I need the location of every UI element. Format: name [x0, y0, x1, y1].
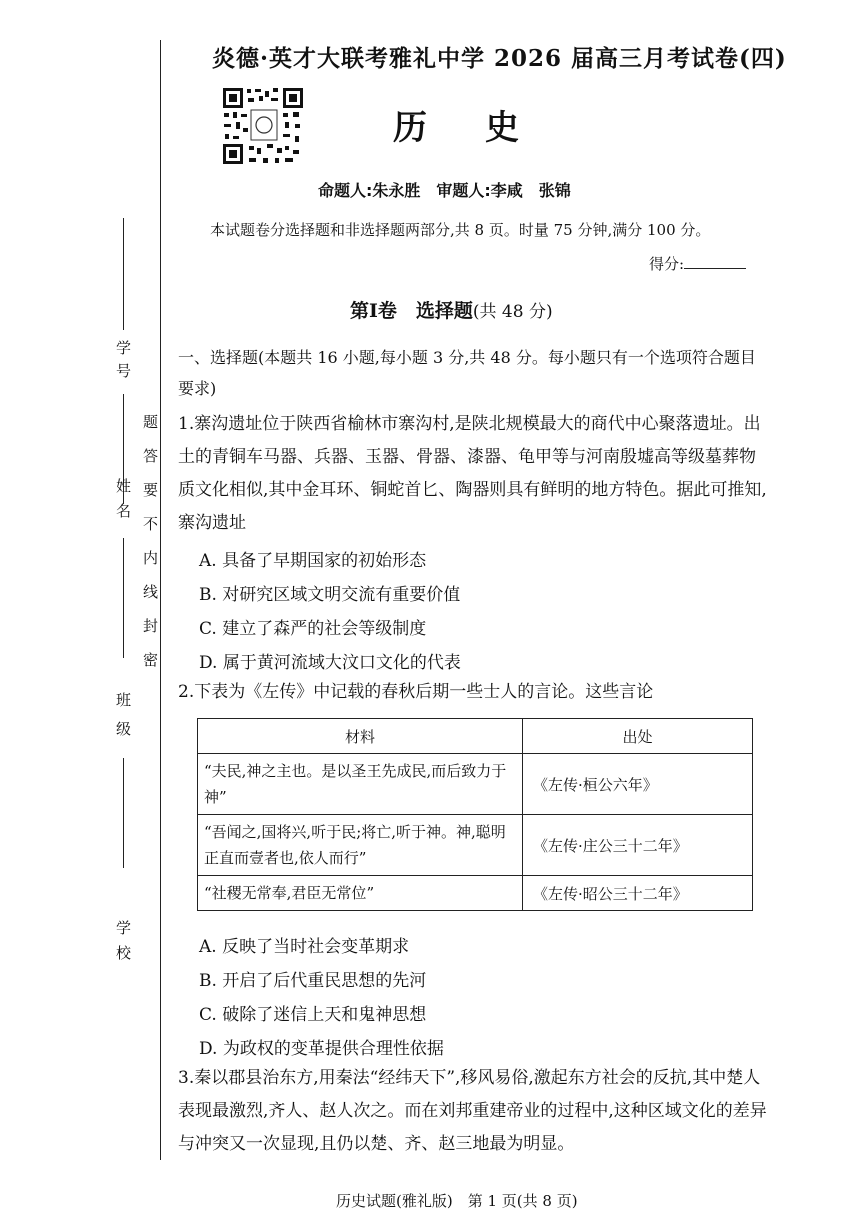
- seal-char: 封: [143, 617, 159, 635]
- section-heading: [350, 296, 553, 323]
- name-field: [113, 478, 133, 658]
- seal-warning: [143, 405, 158, 677]
- question-1-option-c[interactable]: C. 建立了森严的社会等级制度: [199, 619, 427, 639]
- student-id-label-text: 学号: [114, 340, 132, 386]
- seal-char: 线: [143, 583, 159, 601]
- name-line: [123, 538, 124, 658]
- seal-char: 密: [143, 651, 159, 669]
- table-header-row: [198, 719, 753, 754]
- score-blank[interactable]: [684, 254, 746, 269]
- instructions: 一、选择题(本题共 16 小题,每小题 3 分,共 48 分。每小题只有一个选项符合题目要求): [178, 348, 756, 398]
- school-label: [113, 880, 133, 970]
- table-cell-material: “吾闻之,国将兴,听于民;将亡,听于神。神,聪明正直而壹者也,依人而行”: [198, 815, 523, 876]
- table-cell-source: 《左传·桓公六年》: [523, 754, 753, 815]
- question-2-stem: 2.下表为《左传》中记载的春秋后期一些士人的言论。这些言论: [178, 682, 654, 702]
- table-cell-material: “社稷无常奉,君臣无常位”: [198, 876, 523, 911]
- section-points: (共 48 分): [472, 302, 553, 322]
- name-label: [113, 478, 133, 528]
- table-header-material: 材料: [198, 719, 523, 754]
- seal-char: 答: [143, 447, 159, 465]
- student-id-line: [123, 218, 124, 330]
- class-line: [123, 758, 124, 868]
- exam-intro: 本试题卷分选择题和非选择题两部分,共 8 页。时量 75 分钟,满分 100 分。: [210, 221, 711, 239]
- binding-line: [160, 40, 161, 1160]
- seal-char: 内: [143, 549, 159, 567]
- table-row: [198, 815, 753, 876]
- question-2-option-c[interactable]: C. 破除了迷信上天和鬼神思想: [199, 1005, 427, 1025]
- question-1-option-a[interactable]: A. 具备了早期国家的初始形态: [199, 551, 427, 571]
- question-2-option-d[interactable]: D. 为政权的变革提供合理性依据: [199, 1039, 444, 1059]
- authors-line: 命题人:朱永胜 审题人:李咸 张锦: [318, 181, 571, 200]
- section-title: 第Ⅰ卷 选择题: [350, 300, 473, 322]
- subject-char: 史: [485, 108, 519, 148]
- score-field: [649, 253, 746, 274]
- class-label: [113, 692, 133, 750]
- qr-code-graphic: [221, 86, 305, 166]
- table-row: [198, 876, 753, 911]
- question-2-option-a[interactable]: A. 反映了当时社会变革期求: [199, 937, 410, 957]
- question-3-stem: 3.秦以郡县治东方,用秦法“经纬天下”,移风易俗,激起东方社会的反抗,其中楚人表现最激烈,齐人、赵人次之。而在刘邦重建帝业的过程中,这种区域文化的差异与冲突又一次显现,且仍以楚、齐、赵三地最为明显。: [178, 1068, 767, 1154]
- name-label-text: 姓名: [114, 478, 132, 528]
- class-field: [113, 692, 133, 868]
- class-label-text: 班级: [114, 692, 132, 750]
- page-footer: 历史试题(雅礼版) 第 1 页(共 8 页): [336, 1192, 578, 1210]
- source-table: [197, 718, 753, 911]
- seal-char: 要: [143, 481, 159, 499]
- question-1-stem: 1.寨沟遗址位于陕西省榆林市寨沟村,是陕北规模最大的商代中心聚落遗址。出土的青铜车马器、兵器、玉器、骨器、漆器、龟甲等与河南殷墟高等级墓葬物质文化相似,其中金耳环、铜蛇首匕、陶器则具有鲜明的地方特色。据此可推知,寨沟遗址: [178, 414, 767, 533]
- student-id-field: [113, 218, 133, 504]
- table-cell-source: 《左传·昭公三十二年》: [523, 876, 753, 911]
- table-cell-material: “夫民,神之主也。是以圣王先成民,而后致力于神”: [198, 754, 523, 815]
- table-cell-source: 《左传·庄公三十二年》: [523, 815, 753, 876]
- student-id-label: [113, 330, 133, 386]
- school-label-text: 学校: [114, 920, 132, 970]
- school-field: [113, 880, 133, 970]
- subject-char: 历: [393, 108, 427, 148]
- exam-title: 炎德·英才大联考雅礼中学 2026 届高三月考试卷(四): [212, 45, 787, 72]
- qr-code-icon[interactable]: [221, 86, 305, 166]
- question-2-option-b[interactable]: B. 开启了后代重民思想的先河: [199, 971, 427, 991]
- score-label: 得分:: [649, 255, 685, 273]
- table-header-source: 出处: [523, 719, 753, 754]
- seal-char: 题: [143, 413, 159, 431]
- table-row: [198, 754, 753, 815]
- seal-char: 不: [143, 515, 159, 533]
- question-1-option-b[interactable]: B. 对研究区域文明交流有重要价值: [199, 585, 461, 605]
- subject-title: [393, 100, 519, 149]
- question-1-option-d[interactable]: D. 属于黄河流域大汶口文化的代表: [199, 653, 461, 673]
